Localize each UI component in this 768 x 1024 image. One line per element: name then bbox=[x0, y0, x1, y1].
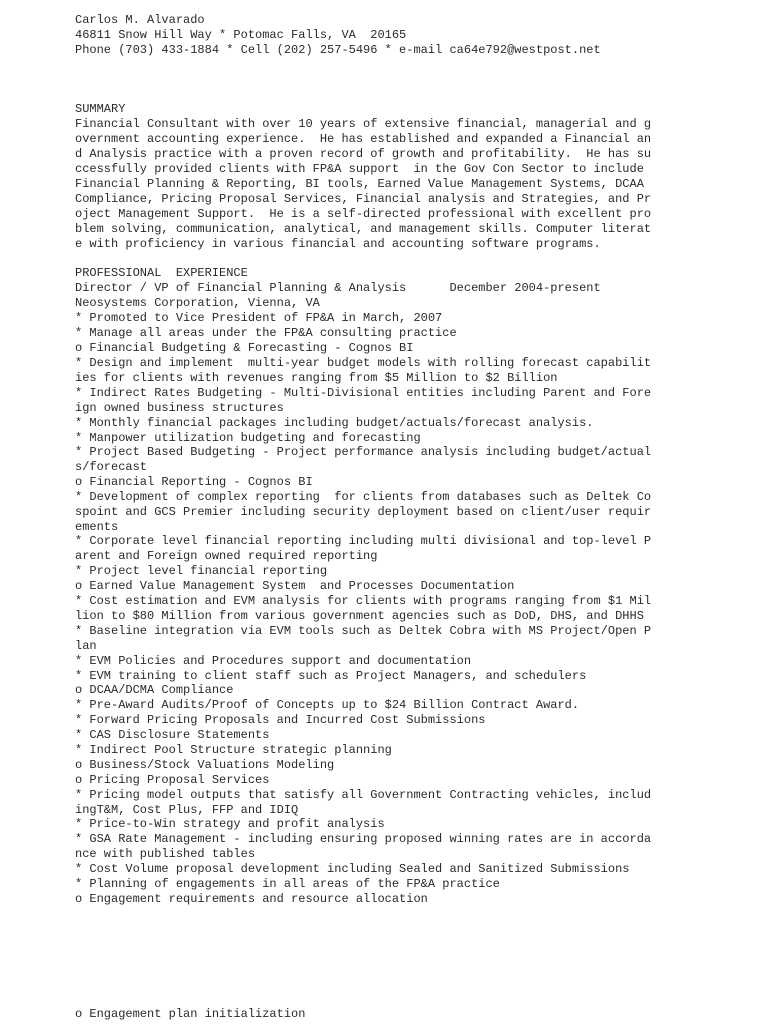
experience-line: * Price-to-Win strategy and profit analysis bbox=[75, 817, 385, 831]
experience-line: spoint and GCS Premier including security deployment based on client/user requir bbox=[75, 505, 652, 519]
experience-line: * Monthly financial packages including budget/actuals/forecast analysis. bbox=[75, 416, 594, 430]
experience-line: s/forecast bbox=[75, 460, 148, 474]
employer-line: Neosystems Corporation, Vienna, VA bbox=[75, 296, 320, 310]
experience-line: arent and Foreign owned required reporting bbox=[75, 549, 378, 563]
experience-line: * Pricing model outputs that satisfy all Government Contracting vehicles, includ bbox=[75, 788, 652, 802]
experience-line: * Indirect Rates Budgeting - Multi-Divisional entities including Parent and Fore bbox=[75, 386, 652, 400]
experience-line: * Cost Volume proposal development including Sealed and Sanitized Submissions bbox=[75, 862, 630, 876]
experience-line: * Development of complex reporting for clients from databases such as Deltek Co bbox=[75, 490, 652, 504]
experience-line: o Engagement requirements and resource allocation bbox=[75, 892, 428, 906]
experience-line: o DCAA/DCMA Compliance bbox=[75, 683, 234, 697]
experience-line: * EVM training to client staff such as Project Managers, and schedulers bbox=[75, 669, 587, 683]
job-title-line: Director / VP of Financial Planning & Analysis December 2004-present bbox=[75, 281, 601, 295]
summary-line: oject Management Support. He is a self-directed professional with excellent pro bbox=[75, 207, 652, 221]
summary-line: Financial Planning & Reporting, BI tools, Earned Value Management Systems, DCAA bbox=[75, 177, 644, 191]
summary-line: d Analysis practice with a proven record of growth and profitability. He has su bbox=[75, 147, 652, 161]
summary-line: ccessfully provided clients with FP&A support in the Gov Con Sector to include bbox=[75, 162, 644, 176]
experience-line: * Manage all areas under the FP&A consulting practice bbox=[75, 326, 457, 340]
experience-line: ies for clients with revenues ranging from $5 Million to $2 Billion bbox=[75, 371, 558, 385]
experience-line: * Manpower utilization budgeting and forecasting bbox=[75, 431, 421, 445]
experience-line: lan bbox=[75, 639, 97, 653]
continuation-line: o Engagement plan initialization bbox=[75, 1007, 306, 1021]
summary-line: e with proficiency in various financial and accounting software programs. bbox=[75, 237, 601, 251]
experience-line: lion to $80 Million from various government agencies such as DoD, DHS, and DHHS bbox=[75, 609, 644, 623]
experience-line: ingT&M, Cost Plus, FFP and IDIQ bbox=[75, 803, 299, 817]
experience-line: o Earned Value Management System and Processes Documentation bbox=[75, 579, 515, 593]
experience-line: * Baseline integration via EVM tools such as Deltek Cobra with MS Project/Open P bbox=[75, 624, 652, 638]
summary-heading: SUMMARY bbox=[75, 102, 126, 116]
experience-line: * Promoted to Vice President of FP&A in March, 2007 bbox=[75, 311, 443, 325]
experience-line: o Pricing Proposal Services bbox=[75, 773, 270, 787]
experience-line: o Financial Budgeting & Forecasting - Cognos BI bbox=[75, 341, 414, 355]
experience-line: * Indirect Pool Structure strategic planning bbox=[75, 743, 392, 757]
summary-line: blem solving, communication, analytical, and management skills. Computer literat bbox=[75, 222, 652, 236]
summary-line: overnment accounting experience. He has established and expanded a Financial an bbox=[75, 132, 652, 146]
summary-line: Compliance, Pricing Proposal Services, Financial analysis and Strategies, and Pr bbox=[75, 192, 652, 206]
experience-line: * Pre-Award Audits/Proof of Concepts up to $24 Billion Contract Award. bbox=[75, 698, 580, 712]
experience-line: * EVM Policies and Procedures support and documentation bbox=[75, 654, 472, 668]
experience-line: nce with published tables bbox=[75, 847, 256, 861]
experience-line: * Project Based Budgeting - Project performance analysis including budget/actual bbox=[75, 445, 652, 459]
experience-line: * CAS Disclosure Statements bbox=[75, 728, 270, 742]
experience-line: * Design and implement multi-year budget models with rolling forecast capabilit bbox=[75, 356, 652, 370]
experience-line: ements bbox=[75, 520, 119, 534]
contact-line: Phone (703) 433-1884 * Cell (202) 257-5496 * e-mail ca64e792@westpost.net bbox=[75, 43, 601, 57]
experience-heading: PROFESSIONAL EXPERIENCE bbox=[75, 266, 248, 280]
experience-line: ign owned business structures bbox=[75, 401, 284, 415]
experience-line: * Cost estimation and EVM analysis for clients with programs ranging from $1 Mil bbox=[75, 594, 652, 608]
address-line: 46811 Snow Hill Way * Potomac Falls, VA 20165 bbox=[75, 28, 407, 42]
candidate-name: Carlos M. Alvarado bbox=[75, 13, 205, 27]
experience-line: * GSA Rate Management - including ensuring proposed winning rates are in accorda bbox=[75, 832, 652, 846]
experience-line: o Financial Reporting - Cognos BI bbox=[75, 475, 313, 489]
experience-line: * Planning of engagements in all areas of the FP&A practice bbox=[75, 877, 500, 891]
experience-line: * Forward Pricing Proposals and Incurred Cost Submissions bbox=[75, 713, 486, 727]
experience-line: * Corporate level financial reporting including multi divisional and top-level P bbox=[75, 534, 652, 548]
summary-line: Financial Consultant with over 10 years of extensive financial, managerial and g bbox=[75, 117, 652, 131]
experience-line: o Business/Stock Valuations Modeling bbox=[75, 758, 335, 772]
experience-line: * Project level financial reporting bbox=[75, 564, 328, 578]
